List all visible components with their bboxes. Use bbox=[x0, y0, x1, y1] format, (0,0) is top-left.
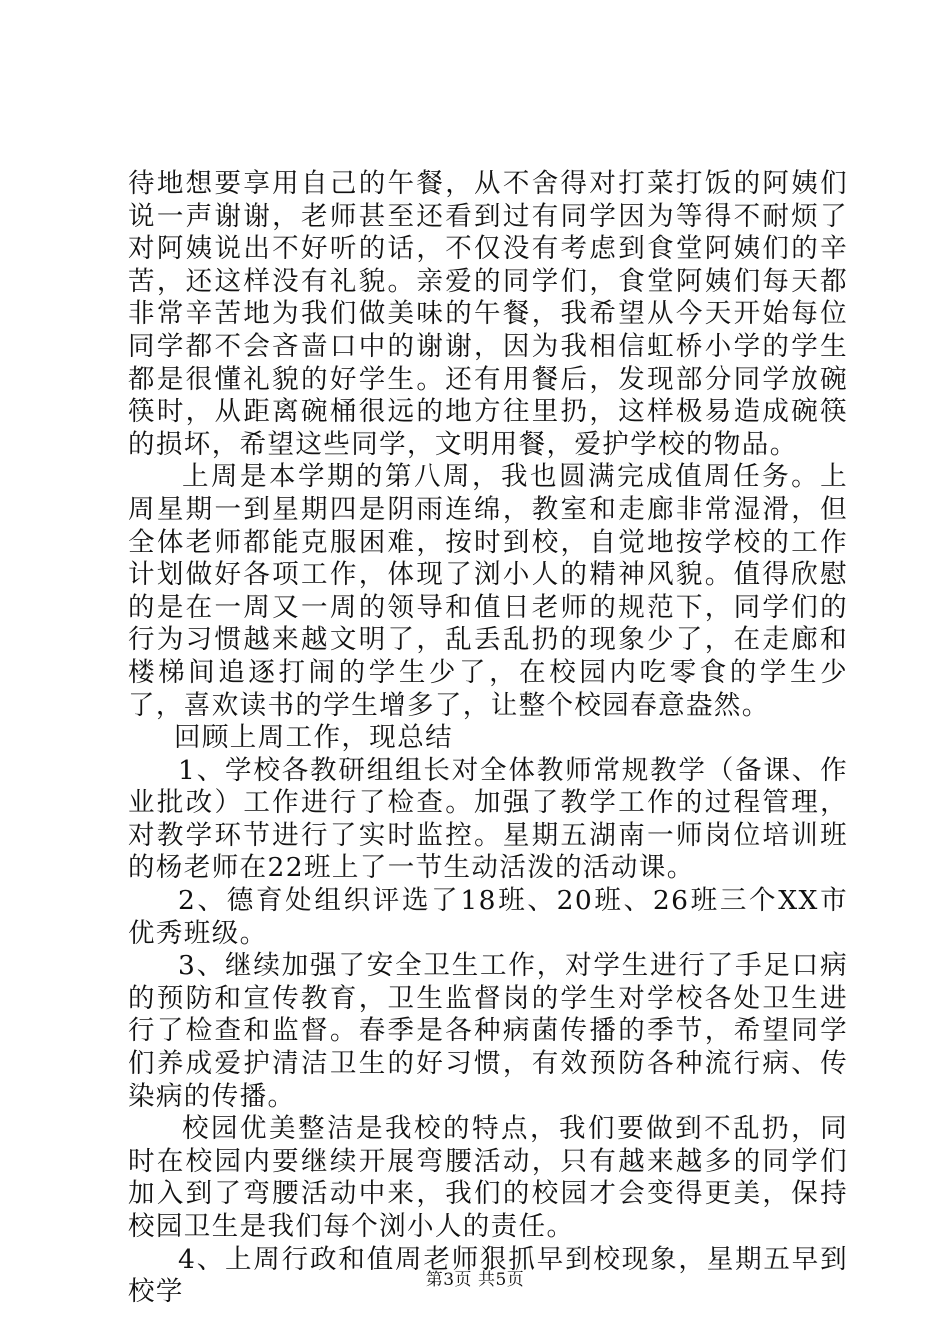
paragraph-lunch-courtesy: 待地想要享用自己的午餐，从不舍得对打菜打饭的阿姨们说一声谢谢，老师甚至还看到过有同学因为等得不耐烦了对阿姨说出不好听的话，不仅没有考虑到食堂阿姨们的辛苦，还这样没有礼貌。亲爱的同学们，食堂阿姨们每天都非常辛苦地为我们做美味的午餐，我希望从今天开始每位同学都不会吝啬口中的谢谢，因为我相信虹桥小学的学生都是很懂礼貌的好学生。还有用餐后，发现部分同学放碗筷时，从距离碗桶很远的地方往里扔，这样极易造成碗筷的损坏，希望这些同学，文明用餐，爱护学校的物品。 bbox=[128, 168, 848, 460]
paragraph-item-1: 1、学校各教研组组长对全体教师常规教学（备课、作业批改）工作进行了检查。加强了教学工作的过程管理，对教学环节进行了实时监控。星期五湖南一师岗位培训班的杨老师在22班上了一节生动活泼的活动课。 bbox=[128, 754, 848, 884]
paragraph-week-summary: 上周是本学期的第八周，我也圆满完成值周任务。上周星期一到星期四是阴雨连绵，教室和走廊非常湿滑，但全体老师都能克服困难，按时到校，自觉地按学校的工作计划做好各项工作，体现了浏小人的精神风貌。值得欣慰的是在一周又一周的领导和值日老师的规范下，同学们的行为习惯越来越文明了，乱丢乱扔的现象少了，在走廊和楼梯间追逐打闹的学生少了，在校园内吃零食的学生少了，喜欢读书的学生增多了，让整个校园春意盎然。 bbox=[128, 461, 848, 721]
paragraph-item-2: 2、德育处组织评选了18班、20班、26班三个XX市优秀班级。 bbox=[128, 885, 848, 949]
paragraph-item-4: 4、上周行政和值周老师狠抓早到校现象，星期五早到校学 bbox=[128, 1243, 848, 1308]
paragraph-item-3: 3、继续加强了安全卫生工作，对学生进行了手足口病的预防和宣传教育，卫生监督岗的学生对学校各处卫生进行了检查和监督。春季是各种病菌传播的季节，希望同学们养成爱护清洁卫生的好习惯，有效预防各种流行病、传染病的传播。 bbox=[128, 950, 848, 1112]
paragraph-campus-clean: 校园优美整洁是我校的特点，我们要做到不乱扔，同时在校园内要继续开展弯腰活动，只有越来越多的同学们加入到了弯腰活动中来，我们的校园才会变得更美，保持校园卫生是我们每个浏小人的责任。 bbox=[128, 1113, 848, 1242]
page-number-footer: 第3页 共5页 bbox=[425, 1270, 525, 1290]
paragraph-review-heading: 回顾上周工作，现总结 bbox=[174, 722, 453, 754]
document-body bbox=[128, 168, 848, 1309]
